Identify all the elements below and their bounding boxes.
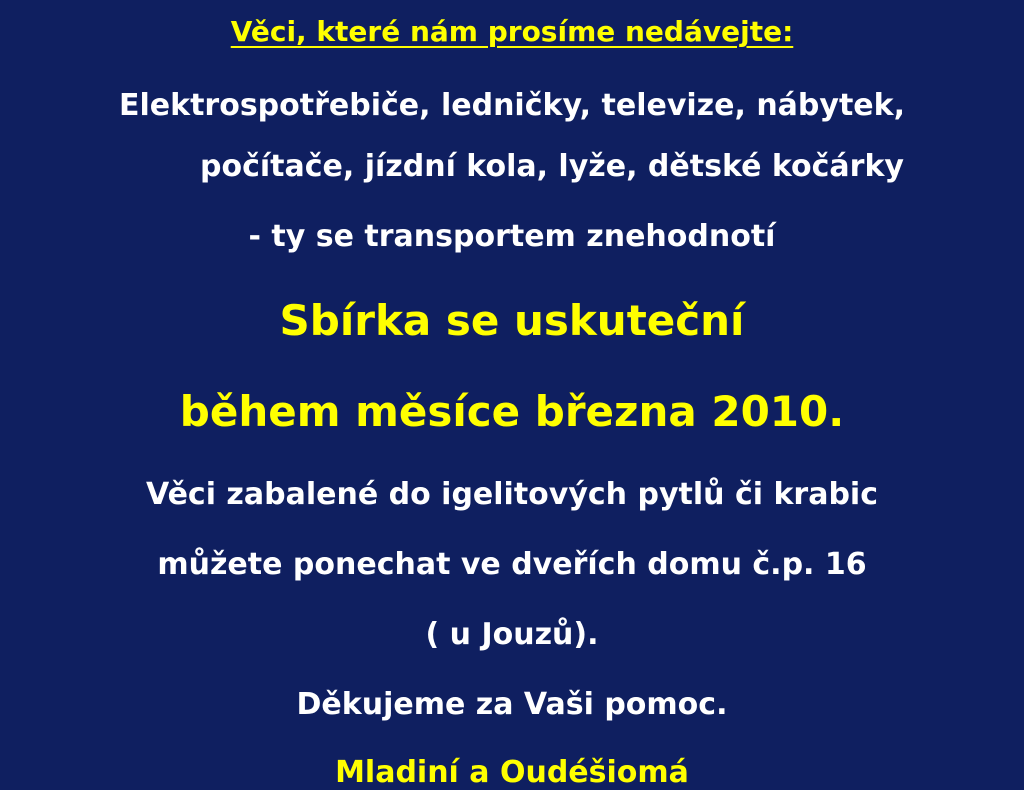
collection-announcement-line-1: Sbírka se uskuteční xyxy=(279,296,745,345)
instructions-line-3: ( u Jouzů). xyxy=(425,617,599,652)
thanks-line: Děkujeme za Vaši pomoc. xyxy=(296,687,728,722)
forbidden-items-reason: - ty se transportem znehodnotí xyxy=(248,219,776,254)
instructions-line-2: můžete ponechat ve dveřích domu č.p. 16 xyxy=(157,547,867,582)
instructions-line-1: Věci zabalené do igelitových pytlů či krabic xyxy=(146,477,878,512)
heading xyxy=(0,15,1024,48)
forbidden-items-line-1: Elektrospotřebiče, ledničky, televize, nábytek, xyxy=(119,88,905,123)
forbidden-items-line-2: počítače, jízdní kola, lyže, dětské kočárky xyxy=(200,149,904,184)
heading-text: Věci, které nám prosíme nedávejte: xyxy=(230,15,794,48)
cut-off-line: Mladiní a Oudéšiomá xyxy=(335,755,689,790)
collection-announcement-line-2: během měsíce března 2010. xyxy=(179,387,845,436)
